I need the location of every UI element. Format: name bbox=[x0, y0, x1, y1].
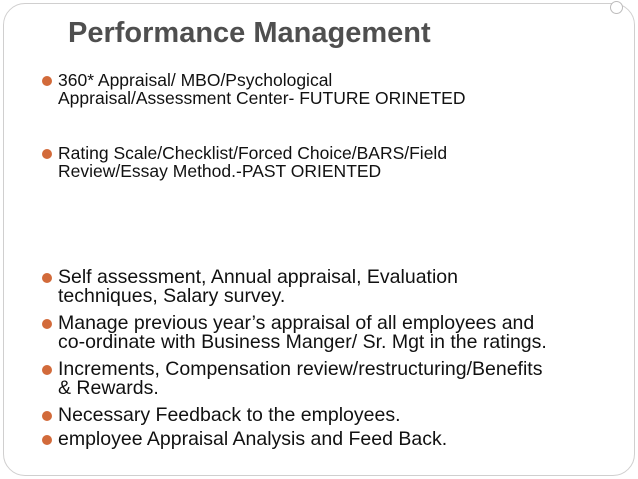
bullet-item bbox=[42, 430, 622, 449]
bullet-text: Self assessment, Annual appraisal, Evaluation techniques, Salary survey. bbox=[58, 266, 458, 307]
bullet-marker-icon bbox=[42, 149, 52, 159]
bullet-marker-icon bbox=[42, 76, 52, 86]
corner-circle-decoration bbox=[610, 1, 623, 14]
bullet-marker-icon bbox=[42, 365, 52, 375]
bullet-item bbox=[42, 71, 622, 107]
bullet-item bbox=[42, 406, 622, 425]
bullet-text: employee Appraisal Analysis and Feed Back. bbox=[58, 428, 448, 450]
bullet-marker-icon bbox=[42, 319, 52, 329]
bullet-item bbox=[42, 360, 622, 398]
bullet-marker-icon bbox=[42, 435, 52, 445]
bullet-marker-icon bbox=[42, 273, 52, 283]
bullet-item bbox=[42, 268, 622, 306]
bullet-text: Necessary Feedback to the employees. bbox=[58, 404, 401, 426]
bullet-text: Increments, Compensation review/restructuring/Benefits & Rewards. bbox=[58, 358, 543, 399]
bullet-item bbox=[42, 144, 622, 180]
bullet-marker-icon bbox=[42, 411, 52, 421]
slide-title: Performance Management bbox=[68, 17, 431, 49]
bullet-text: Manage previous year’s appraisal of all employees and co-ordinate with Business Manger/ Sr. Mgt in the ratings. bbox=[58, 312, 547, 353]
bullet-text: 360* Appraisal/ MBO/Psychological Appraisal/Assessment Center- FUTURE ORINETED bbox=[58, 70, 466, 108]
bullet-item bbox=[42, 314, 622, 352]
bullet-text: Rating Scale/Checklist/Forced Choice/BARS/Field Review/Essay Method.-PAST ORIENTED bbox=[58, 143, 448, 181]
